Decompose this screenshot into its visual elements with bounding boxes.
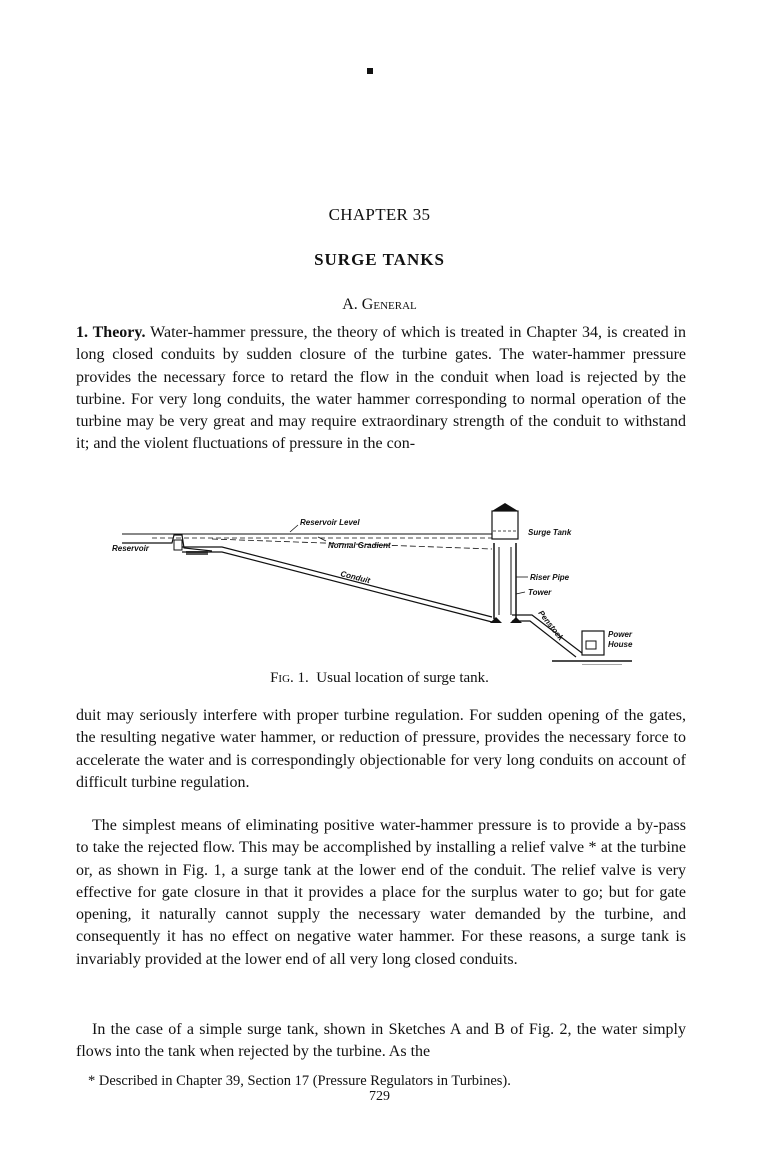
figure-caption	[0, 670, 759, 687]
top-mark	[367, 68, 373, 74]
section-heading: A. General	[342, 296, 417, 313]
chapter-heading: CHAPTER 35	[328, 205, 431, 224]
paragraph-heading: 1. Theory.	[76, 324, 146, 341]
footnote: * Described in Chapter 39, Section 17 (Pressure Regulators in Turbines).	[88, 1073, 511, 1089]
label-reservoir: Reservoir	[112, 544, 149, 553]
label-tower: Tower	[528, 588, 552, 597]
figure-caption-text: Usual location of surge tank.	[316, 670, 489, 686]
label-surge-tank: Surge Tank	[528, 528, 572, 537]
paragraph-simple-tank: In the case of a simple surge tank, shown in Sketches A and B of Fig. 2, the water simply flows into the tank when rejected by the turbine. As the	[76, 1021, 686, 1061]
label-conduit: Conduit	[339, 569, 372, 586]
figure-caption-label: Fig. 1.	[270, 670, 309, 686]
label-power: Power	[608, 630, 633, 639]
paragraph-relief: The simplest means of eliminating positive water-hammer pressure is to provide a by-pass to take the rejected flow. This may be accomplished by installing a relief valve * at the turbine or, as shown in Fig. 1, a surge tank at the lower end of the conduit. The relief valve is very effective for gate closure in that it provides a place for the surplus water to go; but for gate opening, it naturally cannot supply the necessary water demanded by the turbine, and consequently it has no effect on negative water hammer. For these reasons, a surge tank is invariably provided at the lower end of all very long closed conduits.	[76, 817, 686, 968]
page-number: 729	[369, 1089, 390, 1104]
paragraph-text: Water-hammer pressure, the theory of which is treated in Chapter 34, is created in long closed conduits by sudden closure of the turbine gates. The water-hammer pressure provides the necessary force to retard the flow in the conduit when load is rejected by the turbine. For very long conduits, the water hammer corresponding to normal operation of the turbine may be very great and may require extraordinary strength of the conduit to withstand it; and the violent fluctuations of pressure in the con-	[76, 324, 686, 453]
paragraph-theory	[76, 322, 686, 456]
paragraph-continuation: duit may seriously interfere with proper turbine regulation. For sudden opening of the gates, the resulting negative water hammer, or reduction of pressure, provides the necessary force to accelerate the water and is correspondingly objectionable for very long conduits on account of difficult turbine regulation.	[76, 707, 686, 791]
label-penstock: Penstock	[536, 608, 566, 643]
label-normal-gradient: Normal Gradient	[328, 541, 391, 550]
chapter-title: SURGE TANKS	[314, 250, 445, 269]
label-riser-pipe: Riser Pipe	[530, 573, 570, 582]
label-reservoir-level: Reservoir Level	[300, 518, 360, 527]
label-house: House	[608, 640, 633, 649]
surge-tank-figure	[112, 503, 660, 665]
